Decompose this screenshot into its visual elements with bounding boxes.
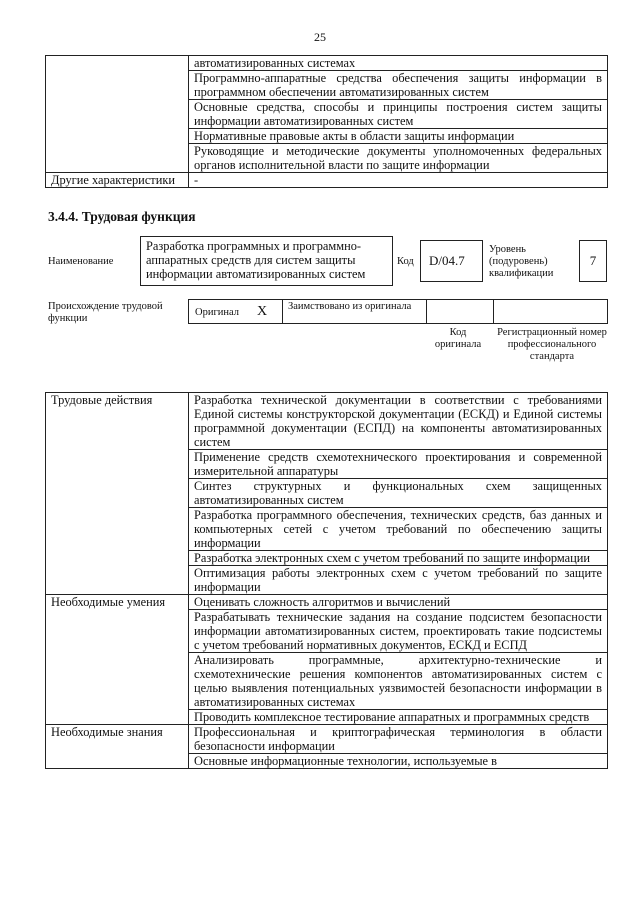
required-skill: Оценивать сложность алгоритмов и вычислений [189,595,608,610]
knowledge-continuation-table [45,55,608,188]
knowledge-item: Программно-аппаратные средства обеспечения защиты информации в программном обеспечении автоматизированных систем [189,71,608,100]
other-characteristics-label: Другие характеристики [46,173,189,188]
page-number: 25 [314,30,326,44]
required-knowledge-label: Необходимые знания [46,725,189,769]
knowledge-item: Руководящие и методические документы уполномоченных федеральных органов исполнительной власти по защите информации [189,144,608,173]
knowledge-item: Нормативные правовые акты в области защиты информации [189,129,608,144]
origin-label: Происхождение трудовой функции [48,301,163,324]
level-label: Уровень (подуровень) квалификации [489,244,554,279]
labor-action: Разработка технической документации в соответствии с требованиями Единой системы конструкторской документации (ЕСКД) и Единой системы программной документации (ЕСПД) на компоненты автоматизированных систем [189,393,608,450]
required-knowledge: Профессиональная и криптографическая терминология в области безопасности информации [189,725,608,754]
divider [282,300,283,324]
code-box: D/04.7 [420,240,483,282]
code-original-caption: Код оригинала [434,327,482,350]
required-skill: Разрабатывать технические задания на создание подсистем безопасности информации автоматизированных систем, проектировать такие подсистемы с учетом требований нормативных документов, ЕСКД и ЕСПД [189,610,608,653]
labor-action: Оптимизация работы электронных схем с учетом требований по защите информации [189,566,608,595]
required-skill: Анализировать программные, архитектурно-технические и схемотехнические решения компонентов автоматизированных систем с целью выявления потенциальных уязвимостей безопасности информации в автоматизированных системах [189,653,608,710]
level-box: 7 [579,240,607,282]
required-skills-label: Необходимые умения [46,595,189,725]
code-label: Код [397,256,414,267]
labor-action: Разработка электронных схем с учетом требований по защите информации [189,551,608,566]
divider [426,300,427,324]
empty-label-cell [46,56,189,173]
section-title: 3.4.4. Трудовая функция [48,209,196,224]
borrowed-label: Заимствовано из оригинала [288,301,412,312]
required-knowledge: Основные информационные технологии, используемые в [189,754,608,769]
labor-action: Применение средств схемотехнического проектирования и современной измерительной аппаратуры [189,450,608,479]
original-mark: X [257,304,268,319]
knowledge-item: Основные средства, способы и принципы построения систем защиты информации автоматизированных систем [189,100,608,129]
other-characteristics-value: - [189,173,608,188]
name-label: Наименование [48,256,114,267]
knowledge-item: автоматизированных системах [189,56,608,71]
required-skill: Проводить комплексное тестирование аппаратных и программных средств [189,710,608,725]
labor-actions-label: Трудовые действия [46,393,189,595]
function-name-box: Разработка программных и программно-аппаратных средств для систем защиты информации автоматизированных систем [140,236,393,286]
origin-row [188,299,608,324]
labor-action: Синтез структурных и функциональных схем защищенных автоматизированных систем [189,479,608,508]
registration-number-caption: Регистрационный номер профессионального стандарта [497,327,607,362]
labor-function-table [45,392,608,769]
divider [493,300,494,324]
labor-action: Разработка программного обеспечения, технических средств, баз данных и компьютерных сетей с учетом требований по обеспечению защиты информации [189,508,608,551]
original-label: Оригинал [195,307,239,318]
